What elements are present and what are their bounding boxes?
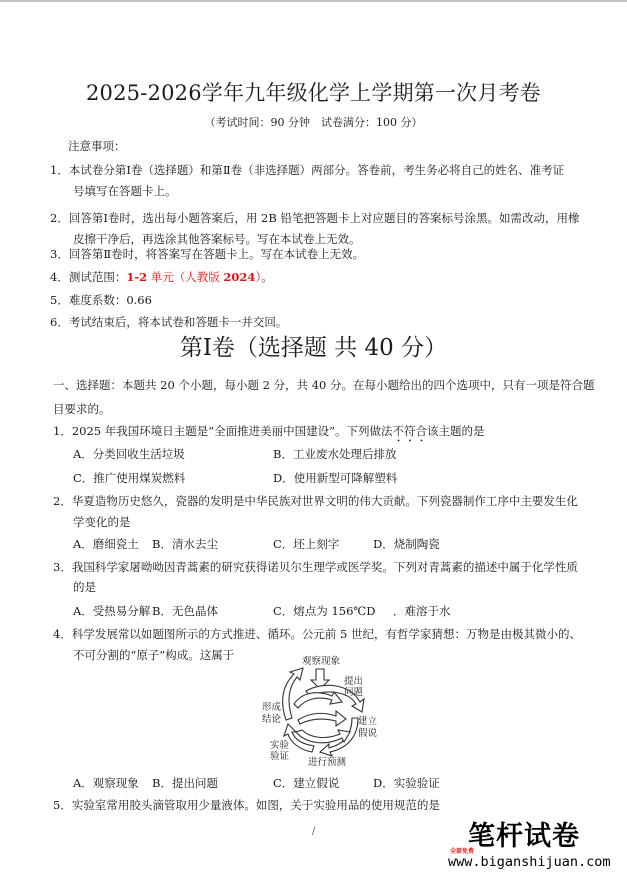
notice-text: 回答第Ⅱ卷时，将答案写在答题卡上。写在本试卷上无效。 bbox=[68, 247, 365, 261]
notice-number: 4． bbox=[50, 270, 69, 284]
label-predict: 进行预测 bbox=[308, 757, 347, 768]
notice-number: 2． bbox=[50, 211, 69, 225]
question-number: 5． bbox=[53, 798, 72, 812]
notice-number: 6． bbox=[50, 315, 69, 329]
q4-option-b: B．提出问题 bbox=[152, 776, 218, 790]
question-text: 我国科学家屠呦呦因青蒿素的研究获得诺贝尔生理学或医学奖。下列对青蒿素的描述中属于化学性质 bbox=[71, 560, 578, 574]
q3-option-b: B．无色晶体 bbox=[152, 604, 218, 618]
notice-suffix: 。 bbox=[261, 270, 273, 284]
top-border bbox=[0, 0, 627, 2]
q4-option-c: C．建立假说 bbox=[273, 776, 340, 790]
question-number: 2． bbox=[53, 494, 72, 508]
page-number: / bbox=[312, 826, 316, 837]
notice-heading: 注意事项： bbox=[68, 139, 126, 153]
watermark-brand: 笔杆试卷 bbox=[468, 821, 580, 852]
watermark-tag: 全部免费 bbox=[450, 848, 475, 855]
q1-option-c: C．推广使用煤炭燃料 bbox=[73, 471, 186, 485]
q4-option-d: D．实验验证 bbox=[373, 776, 440, 790]
question-text-end: 该主题的是 bbox=[427, 424, 485, 438]
question-4-stem-cont: 不可分割的“原子”构成。这属于 bbox=[73, 648, 235, 662]
q1-option-b: B．工业废水处理后排放 bbox=[273, 447, 397, 461]
question-4-stem bbox=[53, 627, 581, 641]
notice-number: 5． bbox=[50, 293, 69, 307]
q1-option-a: A．分类回收生活垃圾 bbox=[73, 447, 185, 461]
section-intro: 一、选择题：本题共 20 个小题，每小题 2 分，共 40 分。在每小题给出的四个选项中，只有一项是符合题 bbox=[53, 378, 595, 392]
label-hypothesis-2: 假说 bbox=[358, 728, 378, 739]
notice-2 bbox=[50, 211, 579, 225]
label-ask-1: 提出 bbox=[344, 676, 364, 687]
label-conclude-1: 形成 bbox=[262, 702, 282, 713]
notice-text: 难度系数：0.66 bbox=[68, 293, 152, 307]
question-text: 科学发展常以如题图所示的方式推进、循环。公元前 5 世纪，有哲学家猜想：万物是由极其微小的、 bbox=[71, 627, 581, 641]
q4-option-a: A．观察现象 bbox=[73, 776, 139, 790]
scientific-method-cycle-diagram bbox=[262, 656, 380, 768]
q3-option-d: ．难溶于水 bbox=[393, 604, 451, 618]
notice-text: 回答第Ⅰ卷时，选出每小题答案后，用 2B 铅笔把答题卡上对应题目的答案标号涂黑。如需改动，用橡 bbox=[68, 211, 580, 225]
section-title: 第Ⅰ卷（选择题 共 40 分） bbox=[179, 335, 448, 361]
q3-option-a: A．受热易分解 bbox=[73, 604, 151, 618]
question-2-stem bbox=[53, 494, 578, 508]
test-scope-units: 1-2 bbox=[126, 270, 148, 284]
notice-number: 1． bbox=[50, 163, 69, 177]
q1-option-d: D．使用新型可降解塑料 bbox=[273, 471, 398, 485]
q2-option-a: A．磨细瓷土 bbox=[73, 537, 139, 551]
question-text: 2025 年我国环境日主题是“全面推进美丽中国建设”。下列做法 bbox=[71, 424, 393, 438]
question-2-stem-cont: 学变化的是 bbox=[73, 515, 131, 529]
question-1-stem bbox=[53, 424, 485, 445]
label-hypothesis-1: 建立 bbox=[358, 716, 378, 727]
q3-option-c: C．熔点为 156℃D bbox=[273, 604, 376, 618]
notice-3 bbox=[50, 247, 364, 261]
exam-subtitle: （考试时间：90 分钟 试卷满分：100 分） bbox=[204, 116, 423, 129]
question-number: 4． bbox=[53, 627, 72, 641]
notice-text: 考试结束后，将本试卷和答题卡一并交回。 bbox=[68, 315, 288, 329]
question-text: 华夏造物历史悠久，瓷器的发明是中华民族对世界文明的伟大贡献。下列瓷器制作工序中主要发生化 bbox=[71, 494, 578, 508]
notice-6 bbox=[50, 315, 287, 329]
test-scope-text: 单元（人教版 bbox=[147, 270, 224, 284]
notice-5 bbox=[50, 293, 152, 307]
question-3-stem-cont: 的是 bbox=[73, 580, 96, 594]
question-3-stem bbox=[53, 560, 578, 574]
test-scope-year: 2024 bbox=[223, 270, 256, 284]
watermark-url: www.biganshijuan.com bbox=[448, 854, 611, 870]
test-scope-close: ） bbox=[255, 270, 262, 284]
question-text: 实验室常用胶头滴管取用少量液体。如图，关于实验用品的使用规范的是 bbox=[71, 798, 440, 812]
notice-4 bbox=[50, 270, 273, 284]
q2-option-b: B．清水去尘 bbox=[152, 537, 218, 551]
notice-prefix: 测试范围： bbox=[68, 270, 127, 284]
emphasized-negation: 不符合 bbox=[392, 424, 428, 438]
label-observe: 观察现象 bbox=[302, 656, 341, 667]
question-number: 1． bbox=[53, 424, 72, 438]
q2-option-c: C．坯上刻字 bbox=[273, 537, 340, 551]
notice-1 bbox=[50, 163, 564, 177]
question-5-stem bbox=[53, 798, 440, 812]
notice-2-cont: 皮擦干净后，再选涂其他答案标号。写在本试卷上无效。 bbox=[73, 232, 361, 246]
exam-title: 2025-2026学年九年级化学上学期第一次月考卷 bbox=[86, 81, 541, 105]
section-intro-cont: 目要求的。 bbox=[53, 402, 111, 416]
notice-1-cont: 号填写在答题卡上。 bbox=[73, 184, 177, 198]
label-conclude-2: 结论 bbox=[262, 714, 282, 725]
notice-number: 3． bbox=[50, 247, 69, 261]
question-number: 3． bbox=[53, 560, 72, 574]
label-verify-1: 实验 bbox=[270, 740, 290, 751]
label-ask-2: 问题 bbox=[344, 687, 364, 698]
notice-text: 本试卷分第Ⅰ卷（选择题）和第Ⅱ卷（非选择题）两部分。答卷前，考生务必将自己的姓名、准考证 bbox=[68, 163, 565, 177]
label-verify-2: 验证 bbox=[270, 751, 290, 762]
q2-option-d: D．烧制陶瓷 bbox=[373, 537, 440, 551]
